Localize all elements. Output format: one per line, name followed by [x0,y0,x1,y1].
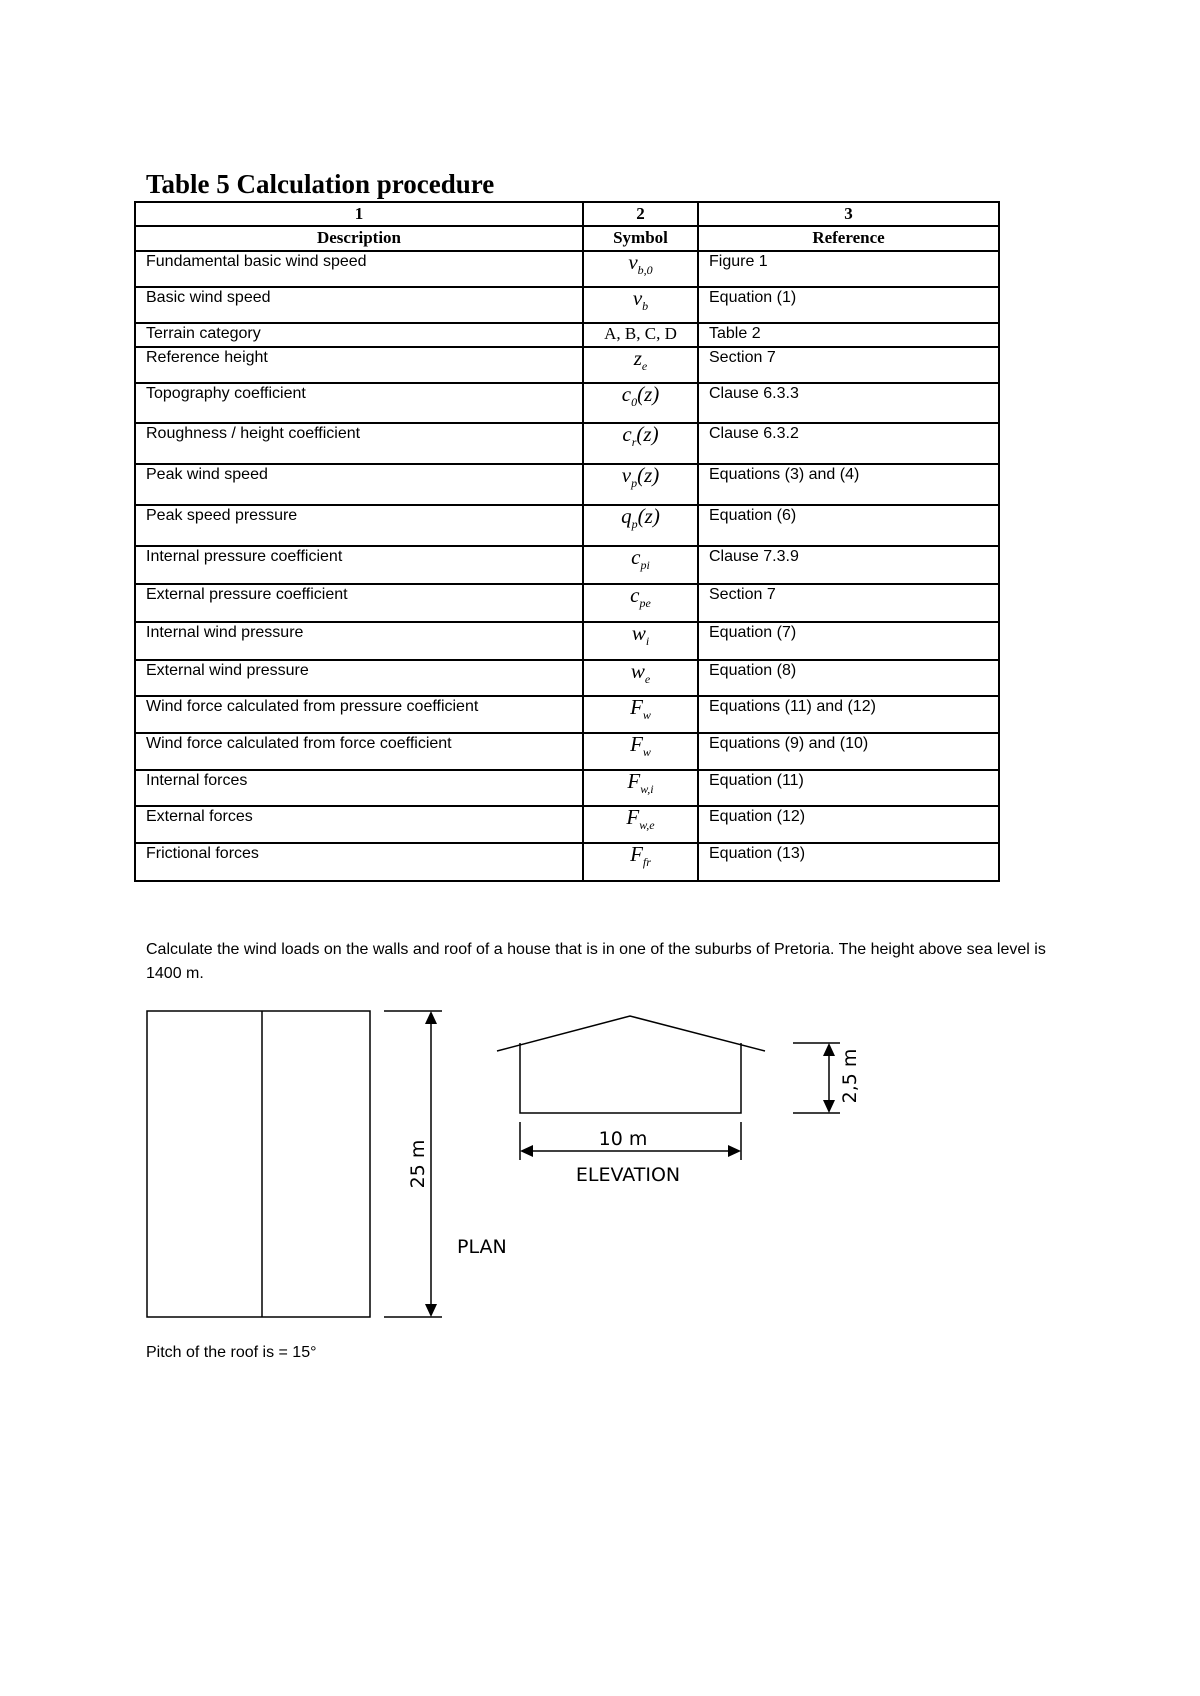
row-description: Internal forces [135,770,583,806]
row-reference: Equation (8) [698,660,999,696]
wall-height-label: 2,5 m [839,1048,861,1104]
symbol-base: c [631,546,641,569]
symbol-subscript: 0 [631,395,638,410]
row-reference: Equation (1) [698,287,999,323]
row-reference: Equation (12) [698,806,999,843]
table-title: Table 5 Calculation procedure [146,169,495,199]
plan-dimension-label: 25 m [407,1139,429,1189]
row-description: Wind force calculated from force coefficient [135,733,583,770]
reference-header: Reference [698,226,999,251]
symbol-base: v [621,464,632,487]
symbol-argument: (z) [637,383,660,406]
row-description: Peak speed pressure [135,505,583,546]
symbol-subscript: b,0 [637,263,653,278]
height-arrow-top [823,1043,835,1056]
symbol-argument: (z) [636,423,659,446]
symbol-base: F [630,733,643,756]
symbol-subscript: p [631,476,638,491]
row-reference: Clause 6.3.3 [698,383,999,423]
row-description: Internal pressure coefficient [135,546,583,584]
row-reference: Clause 6.3.2 [698,423,999,464]
row-reference: Equation (6) [698,505,999,546]
row-reference: Equation (13) [698,843,999,881]
row-reference: Equation (11) [698,770,999,806]
symbol-base: F [630,843,643,866]
column-number: 3 [698,202,999,226]
plan-label: PLAN [457,1236,507,1258]
row-description: Fundamental basic wind speed [135,251,583,287]
symbol-subscript: fr [642,855,651,870]
row-reference: Section 7 [698,584,999,622]
symbol-subscript: w,e [639,818,655,833]
symbol-header: Symbol [583,226,698,251]
symbol-base: c [630,584,640,607]
symbol-base: F [626,806,640,829]
plan-arrow-bottom [425,1304,437,1317]
elevation-arrow-right [728,1145,741,1157]
plan-arrow-top [425,1011,437,1024]
symbol-base: z [633,347,642,370]
row-description: Topography coefficient [135,383,583,423]
symbol-argument: (z) [637,464,660,487]
elevation-arrow-left [520,1145,533,1157]
symbol-base: F [627,770,641,793]
symbol-subscript: b [642,299,649,314]
description-header: Description [135,226,583,251]
symbol-base: F [630,696,643,719]
symbol-base: c [622,423,632,446]
symbol-subscript: pe [639,596,651,611]
symbol-subscript: p [631,517,638,532]
symbol-base: q [621,505,632,528]
symbol-base: w [631,622,646,645]
elevation-width-label: 10 m [598,1128,648,1150]
row-reference: Equations (11) and (12) [698,696,999,733]
column-number: 2 [583,202,698,226]
problem-statement: Calculate the wind loads on the walls and roof of a house that is in one of the suburbs of Pretoria. The height above sea level is 1400 m. [146,941,1046,982]
symbol-subscript: pi [640,558,650,573]
row-description: Peak wind speed [135,464,583,505]
symbol-base: v [628,251,638,274]
row-description: Internal wind pressure [135,622,583,660]
elevation-walls [520,1043,741,1113]
row-reference: Equations (9) and (10) [698,733,999,770]
symbol-subscript: e [644,672,651,687]
symbol-argument: (z) [637,505,660,528]
row-description: Wind force calculated from pressure coefficient [135,696,583,733]
row-symbol: A, B, C, D [583,323,698,347]
row-description: Reference height [135,347,583,383]
symbol-subscript: w [642,708,651,723]
height-arrow-bottom [823,1100,835,1113]
symbol-subscript: w,i [640,782,654,797]
row-description: Terrain category [135,323,583,347]
column-number: 1 [135,202,583,226]
row-reference: Equations (3) and (4) [698,464,999,505]
elevation-label: ELEVATION [575,1164,681,1186]
row-description: External wind pressure [135,660,583,696]
symbol-subscript: r [631,435,637,450]
row-description: Frictional forces [135,843,583,881]
roof-line [497,1016,765,1051]
symbol-subscript: e [641,359,648,374]
symbol-subscript: i [645,634,650,649]
symbol-base: c [621,383,632,406]
row-reference: Figure 1 [698,251,999,287]
plan-outline [147,1011,370,1317]
row-description: Basic wind speed [135,287,583,323]
row-description: Roughness / height coefficient [135,423,583,464]
symbol-subscript: w [642,745,651,760]
row-description: External pressure coefficient [135,584,583,622]
row-reference: Clause 7.3.9 [698,546,999,584]
row-reference: Equation (7) [698,622,999,660]
row-reference: Section 7 [698,347,999,383]
row-reference: Table 2 [698,323,999,347]
pitch-note: Pitch of the roof is = 15° [146,1344,317,1361]
symbol-base: w [630,660,645,683]
row-description: External forces [135,806,583,843]
symbol-base: v [632,287,643,310]
